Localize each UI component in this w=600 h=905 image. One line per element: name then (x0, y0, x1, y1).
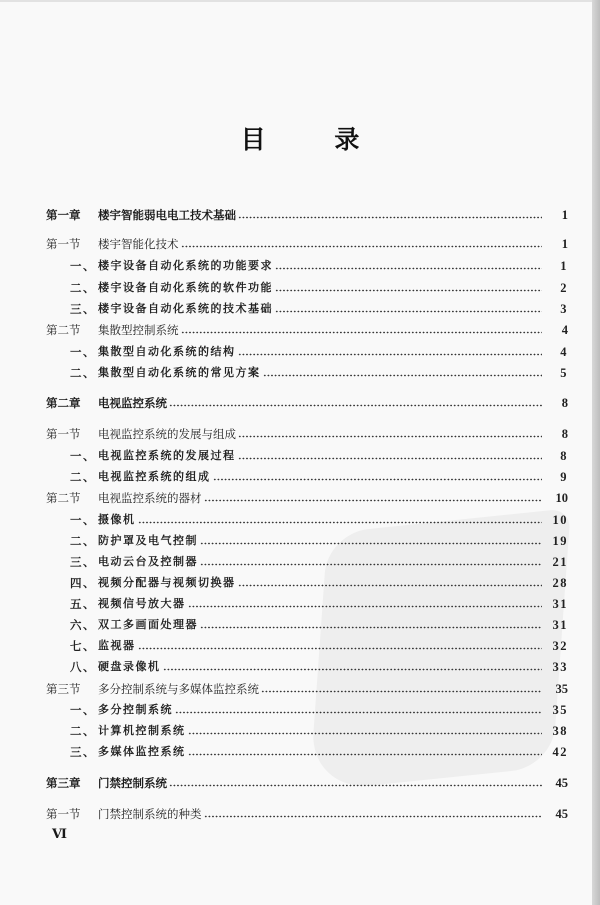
toc-entry-item[interactable] (46, 636, 568, 654)
dot-leader (200, 562, 542, 566)
dot-leader (181, 330, 543, 334)
toc-entry-page-number: 35 (552, 703, 568, 717)
toc-entry-title: 门禁控制系统的种类 (98, 807, 202, 821)
dot-leader (213, 477, 543, 481)
dot-leader (238, 456, 543, 460)
toc-entry-item[interactable] (46, 531, 568, 549)
toc-entry-number: 一、 (70, 513, 96, 527)
dot-leader (138, 520, 543, 524)
toc-entry-title: 集散型自动化系统的常见方案 (98, 366, 261, 379)
toc-entry-title: 电视监控系统的发展与组成 (98, 427, 236, 441)
toc-entry-title: 摄像机 (98, 513, 136, 526)
page-title: 目 录 (240, 125, 390, 154)
toc-entry-item[interactable] (46, 342, 568, 360)
dot-leader (204, 814, 543, 818)
toc-entry-chapter[interactable] (46, 773, 568, 791)
dot-leader (275, 309, 542, 313)
toc-entry-page-number: 4 (560, 345, 568, 359)
toc-entry-title: 视频分配器与视频切换器 (98, 576, 236, 589)
toc-entry-title: 集散型控制系统 (98, 323, 179, 337)
toc-entry-page-number: 19 (552, 534, 568, 548)
toc-entry-page-number: 32 (552, 639, 568, 653)
toc-entry-section[interactable] (46, 679, 568, 697)
dot-leader (138, 646, 543, 650)
toc-entry-page-number: 10 (552, 513, 568, 527)
toc-entry-title: 楼宇设备自动化系统的技术基础 (98, 302, 273, 315)
toc-entry-number: 八、 (70, 660, 96, 674)
toc-entry-section[interactable] (46, 804, 568, 822)
dot-leader (181, 244, 543, 248)
toc-entry-page-number: 35 (555, 682, 568, 696)
toc-entry-number: 四、 (70, 576, 96, 590)
toc-entry-page-number: 1 (561, 208, 568, 222)
toc-entry-number: 第二节 (46, 491, 81, 505)
toc-entry-section[interactable] (46, 234, 568, 252)
toc-entry-title: 多分控制系统 (98, 703, 173, 716)
toc-entry-page-number: 38 (552, 724, 568, 738)
toc-entry-item[interactable] (46, 700, 568, 718)
toc-entry-section[interactable] (46, 320, 568, 338)
toc-entry-number: 三、 (70, 745, 96, 759)
toc-entry-number: 二、 (70, 470, 96, 484)
dot-leader (238, 215, 542, 219)
toc-entry-number: 第二章 (46, 396, 81, 410)
toc-entry-title: 防护罩及电气控制 (98, 534, 198, 547)
toc-entry-title: 楼宇智能化技术 (98, 237, 179, 251)
toc-entry-item[interactable] (46, 721, 568, 739)
toc-entry-title: 硬盘录像机 (98, 660, 161, 673)
toc-entry-number: 第三节 (46, 682, 81, 696)
dot-leader (238, 434, 542, 438)
toc-entry-title: 电视监控系统的发展过程 (98, 449, 236, 462)
toc-entry-number: 第一节 (46, 427, 81, 441)
toc-entry-number: 二、 (70, 281, 96, 295)
toc-entry-number: 六、 (70, 618, 96, 632)
toc-entry-number: 第一章 (46, 208, 81, 222)
dot-leader (238, 583, 543, 587)
toc-entry-item[interactable] (46, 446, 568, 464)
toc-entry-page-number: 5 (560, 366, 568, 380)
toc-entry-page-number: 8 (561, 427, 568, 441)
dot-leader (188, 731, 543, 735)
toc-entry-number: 第一节 (46, 807, 81, 821)
toc-entry-number: 五、 (70, 597, 96, 611)
toc-entry-chapter[interactable] (46, 205, 568, 223)
toc-entry-number: 二、 (70, 534, 96, 548)
toc-entry-title: 电视监控系统的器材 (98, 491, 202, 505)
dot-leader (200, 625, 542, 629)
toc-entry-page-number: 4 (561, 323, 568, 337)
toc-entry-number: 二、 (70, 366, 96, 380)
toc-entry-page-number: 21 (552, 555, 568, 569)
toc-entry-item[interactable] (46, 594, 568, 612)
toc-entry-item[interactable] (46, 573, 568, 591)
toc-entry-page-number: 42 (552, 745, 568, 759)
toc-entry-number: 一、 (70, 449, 96, 463)
toc-entry-title: 电视监控系统的组成 (98, 470, 211, 483)
toc-entry-number: 三、 (70, 555, 96, 569)
page-folio-number: Ⅵ (52, 826, 67, 841)
dot-leader (188, 604, 543, 608)
toc-entry-number: 第一节 (46, 237, 81, 251)
dot-leader (175, 710, 542, 714)
toc-entry-number: 第二节 (46, 323, 81, 337)
dot-leader (275, 266, 542, 270)
toc-entry-item[interactable] (46, 552, 568, 570)
toc-entry-number: 第三章 (46, 776, 81, 790)
toc-entry-item[interactable] (46, 278, 568, 296)
toc-entry-page-number: 45 (555, 807, 568, 821)
toc-entry-item[interactable] (46, 363, 568, 381)
dot-leader (238, 352, 543, 356)
dot-leader (188, 752, 543, 756)
toc-entry-item[interactable] (46, 467, 568, 485)
toc-entry-item[interactable] (46, 657, 568, 675)
toc-entry-title: 监视器 (98, 639, 136, 652)
toc-entry-page-number: 33 (552, 660, 568, 674)
toc-entry-section[interactable] (46, 488, 568, 506)
toc-entry-page-number: 45 (555, 776, 568, 790)
toc-entry-title: 楼宇智能弱电电工技术基础 (98, 208, 236, 222)
dot-leader (169, 403, 542, 407)
toc-entry-number: 三、 (70, 302, 96, 316)
toc-entry-page-number: 31 (552, 618, 568, 632)
toc-entry-page-number: 31 (552, 597, 568, 611)
toc-entry-number: 一、 (70, 259, 96, 273)
dot-leader (263, 373, 543, 377)
toc-entry-number: 七、 (70, 639, 96, 653)
toc-entry-item[interactable] (46, 742, 568, 760)
toc-entry-page-number: 10 (555, 491, 568, 505)
toc-entry-title: 门禁控制系统 (98, 776, 167, 790)
toc-entry-page-number: 8 (560, 449, 568, 463)
toc-entry-title: 楼宇设备自动化系统的软件功能 (98, 281, 273, 294)
toc-entry-item[interactable] (46, 256, 568, 274)
toc-entry-page-number: 28 (552, 576, 568, 590)
toc-entry-page-number: 8 (561, 396, 568, 410)
toc-entry-title: 电视监控系统 (98, 396, 167, 410)
dot-leader (163, 667, 543, 671)
toc-entry-page-number: 9 (560, 470, 568, 484)
toc-entry-section[interactable] (46, 424, 568, 442)
toc-entry-chapter[interactable] (46, 393, 568, 411)
toc-entry-item[interactable] (46, 299, 568, 317)
toc-entry-page-number: 2 (560, 281, 568, 295)
toc-entry-page-number: 1 (560, 259, 568, 273)
toc-entry-page-number: 3 (560, 302, 568, 316)
toc-entry-number: 一、 (70, 345, 96, 359)
toc-entry-title: 集散型自动化系统的结构 (98, 345, 236, 358)
toc-entry-number: 一、 (70, 703, 96, 717)
dot-leader (200, 541, 542, 545)
dot-leader (275, 288, 542, 292)
toc-entry-page-number: 1 (561, 237, 568, 251)
toc-entry-item[interactable] (46, 615, 568, 633)
dot-leader (169, 783, 542, 787)
toc-entry-title: 多媒体监控系统 (98, 745, 186, 758)
toc-entry-title: 楼宇设备自动化系统的功能要求 (98, 259, 273, 272)
toc-entry-item[interactable] (46, 510, 568, 528)
toc-entry-title: 多分控制系统与多媒体监控系统 (98, 682, 259, 696)
toc-entry-title: 双工多画面处理器 (98, 618, 198, 631)
toc-entry-title: 视频信号放大器 (98, 597, 186, 610)
dot-leader (261, 689, 542, 693)
dot-leader (204, 498, 543, 502)
toc-entry-title: 计算机控制系统 (98, 724, 186, 737)
toc-entry-title: 电动云台及控制器 (98, 555, 198, 568)
toc-entry-number: 二、 (70, 724, 96, 738)
